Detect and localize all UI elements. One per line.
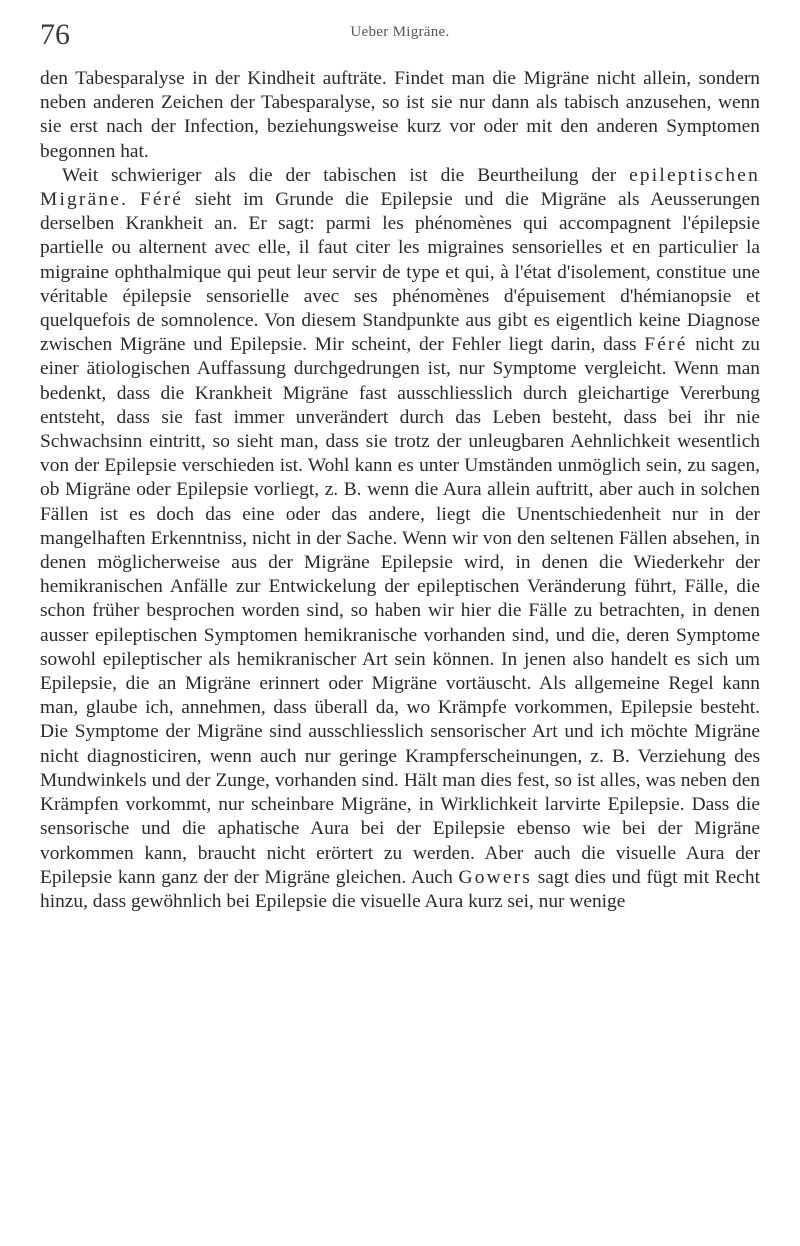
author-fere-2: Féré [644, 334, 688, 356]
author-fere: Féré [139, 189, 184, 211]
author-gowers: Gowers [458, 866, 533, 888]
page-header [40, 16, 760, 56]
paragraph-2-text-1: sieht im Grunde die Epilepsie und die Migräne als Aeusserungen derselben Krankheit an. Er sagt: parmi les phénomènes qui accompagnent l'épilepsie partielle ou alternent avec elle, il faut citer les migraines sensorielles et en particulier la migraine ophthalmique qui peut leur servir de type et qui, à l'état d'isolement, constitue une véritable épilepsie sensorielle avec ses phénomènes d'épuisement d'hémianopsie et quelquefois de somnolence. Von diesem Standpunkte aus gibt es eigentlich keine Diagnose zwischen Migräne und Epilepsie. Mir scheint, der Fehler liegt darin, dass [40, 189, 760, 356]
running-title: Ueber Migräne. [350, 24, 450, 40]
paragraph-1 [40, 67, 760, 164]
paragraph-2 [40, 164, 760, 914]
page-number: 76 [40, 18, 70, 51]
paragraph-1-text: den Tabesparalyse in der Kindheit aufträte. Findet man die Migräne nicht allein, sondern neben anderen Zeichen der Tabesparalyse, so ist sie nur dann als tabisch anzusehen, wenn sie erst nach der Infection, beziehungsweise kurz vor oder mit den anderen Symptomen begonnen hat. [40, 68, 760, 162]
term-epileptic-migraine: epileptischen Migräne. [40, 164, 760, 211]
body-text [40, 67, 760, 914]
paragraph-2-text-3: sagt dies und fügt mit Recht hinzu, dass gewöhnlich bei Epilepsie die visuelle Aura kurz sei, nur wenige [40, 866, 760, 912]
paragraph-2-text-2: nicht zu einer ätiologischen Auffassung durchgedrungen ist, nur Symptome vergleicht. Wenn man bedenkt, dass die Krankheit Migräne fast ausschliesslich durch gleichartige Vererbung entsteht, dass sie fast immer unverändert durch das Leben besteht, dass bei ihr nie Schwachsinn eintritt, so sieht man, dass sie trotz der unleugbaren Aehnlichkeit wesentlich von der Epilepsie verschieden ist. Wohl kann es unter Umständen unmöglich sein, zu sagen, ob Migräne oder Epilepsie vorliegt, z. B. wenn die Aura allein auftritt, aber auch in solchen Fällen ist es doch das eine oder das andere, liegt die Unentschiedenheit nur in der mangelhaften Erkenntniss, nicht in der Sache. Wenn wir von den seltenen Fällen absehen, in denen möglicherweise aus der Migräne Epilepsie wird, in denen die Wiederkehr der hemikranischen Anfälle zur Entwickelung der epileptischen Veränderung führt, Fälle, die schon früher besprochen worden sind, so haben wir hier die Fälle zu betrachten, in denen ausser epileptischen Symptomen hemikranische vorhanden sind, und die, deren Symptome sowohl epileptischer als hemikranischer Art sein können. In jenen also handelt es sich um Epilepsie, die an Migräne erinnert oder Migräne vortäuscht. Als allgemeine Regel kann man, glaube ich, annehmen, dass überall da, wo Krämpfe vorkommen, Epilepsie besteht. Die Symptome der Migräne sind ausschliesslich sensorischer Art und ich möchte Migräne nicht diagnosticiren, wenn auch nur geringe Krampferscheinungen, z. B. Verziehung des Mundwinkels und der Zunge, vorhanden sind. Hält man dies fest, so ist alles, was neben den Krämpfen vorkommt, nur scheinbare Migräne, in Wirklichkeit larvirte Epilepsie. Dass die sensorische und die aphatische Aura bei der Epilepsie ebenso wie bei der Migräne vorkommen kann, braucht nicht erörtert zu werden. Aber auch die visuelle Aura der Epilepsie kann ganz der der Migräne gleichen. Auch [40, 334, 761, 888]
paragraph-2-lead: Weit schwieriger als die der tabischen ist die Beurtheilung der [62, 164, 617, 186]
